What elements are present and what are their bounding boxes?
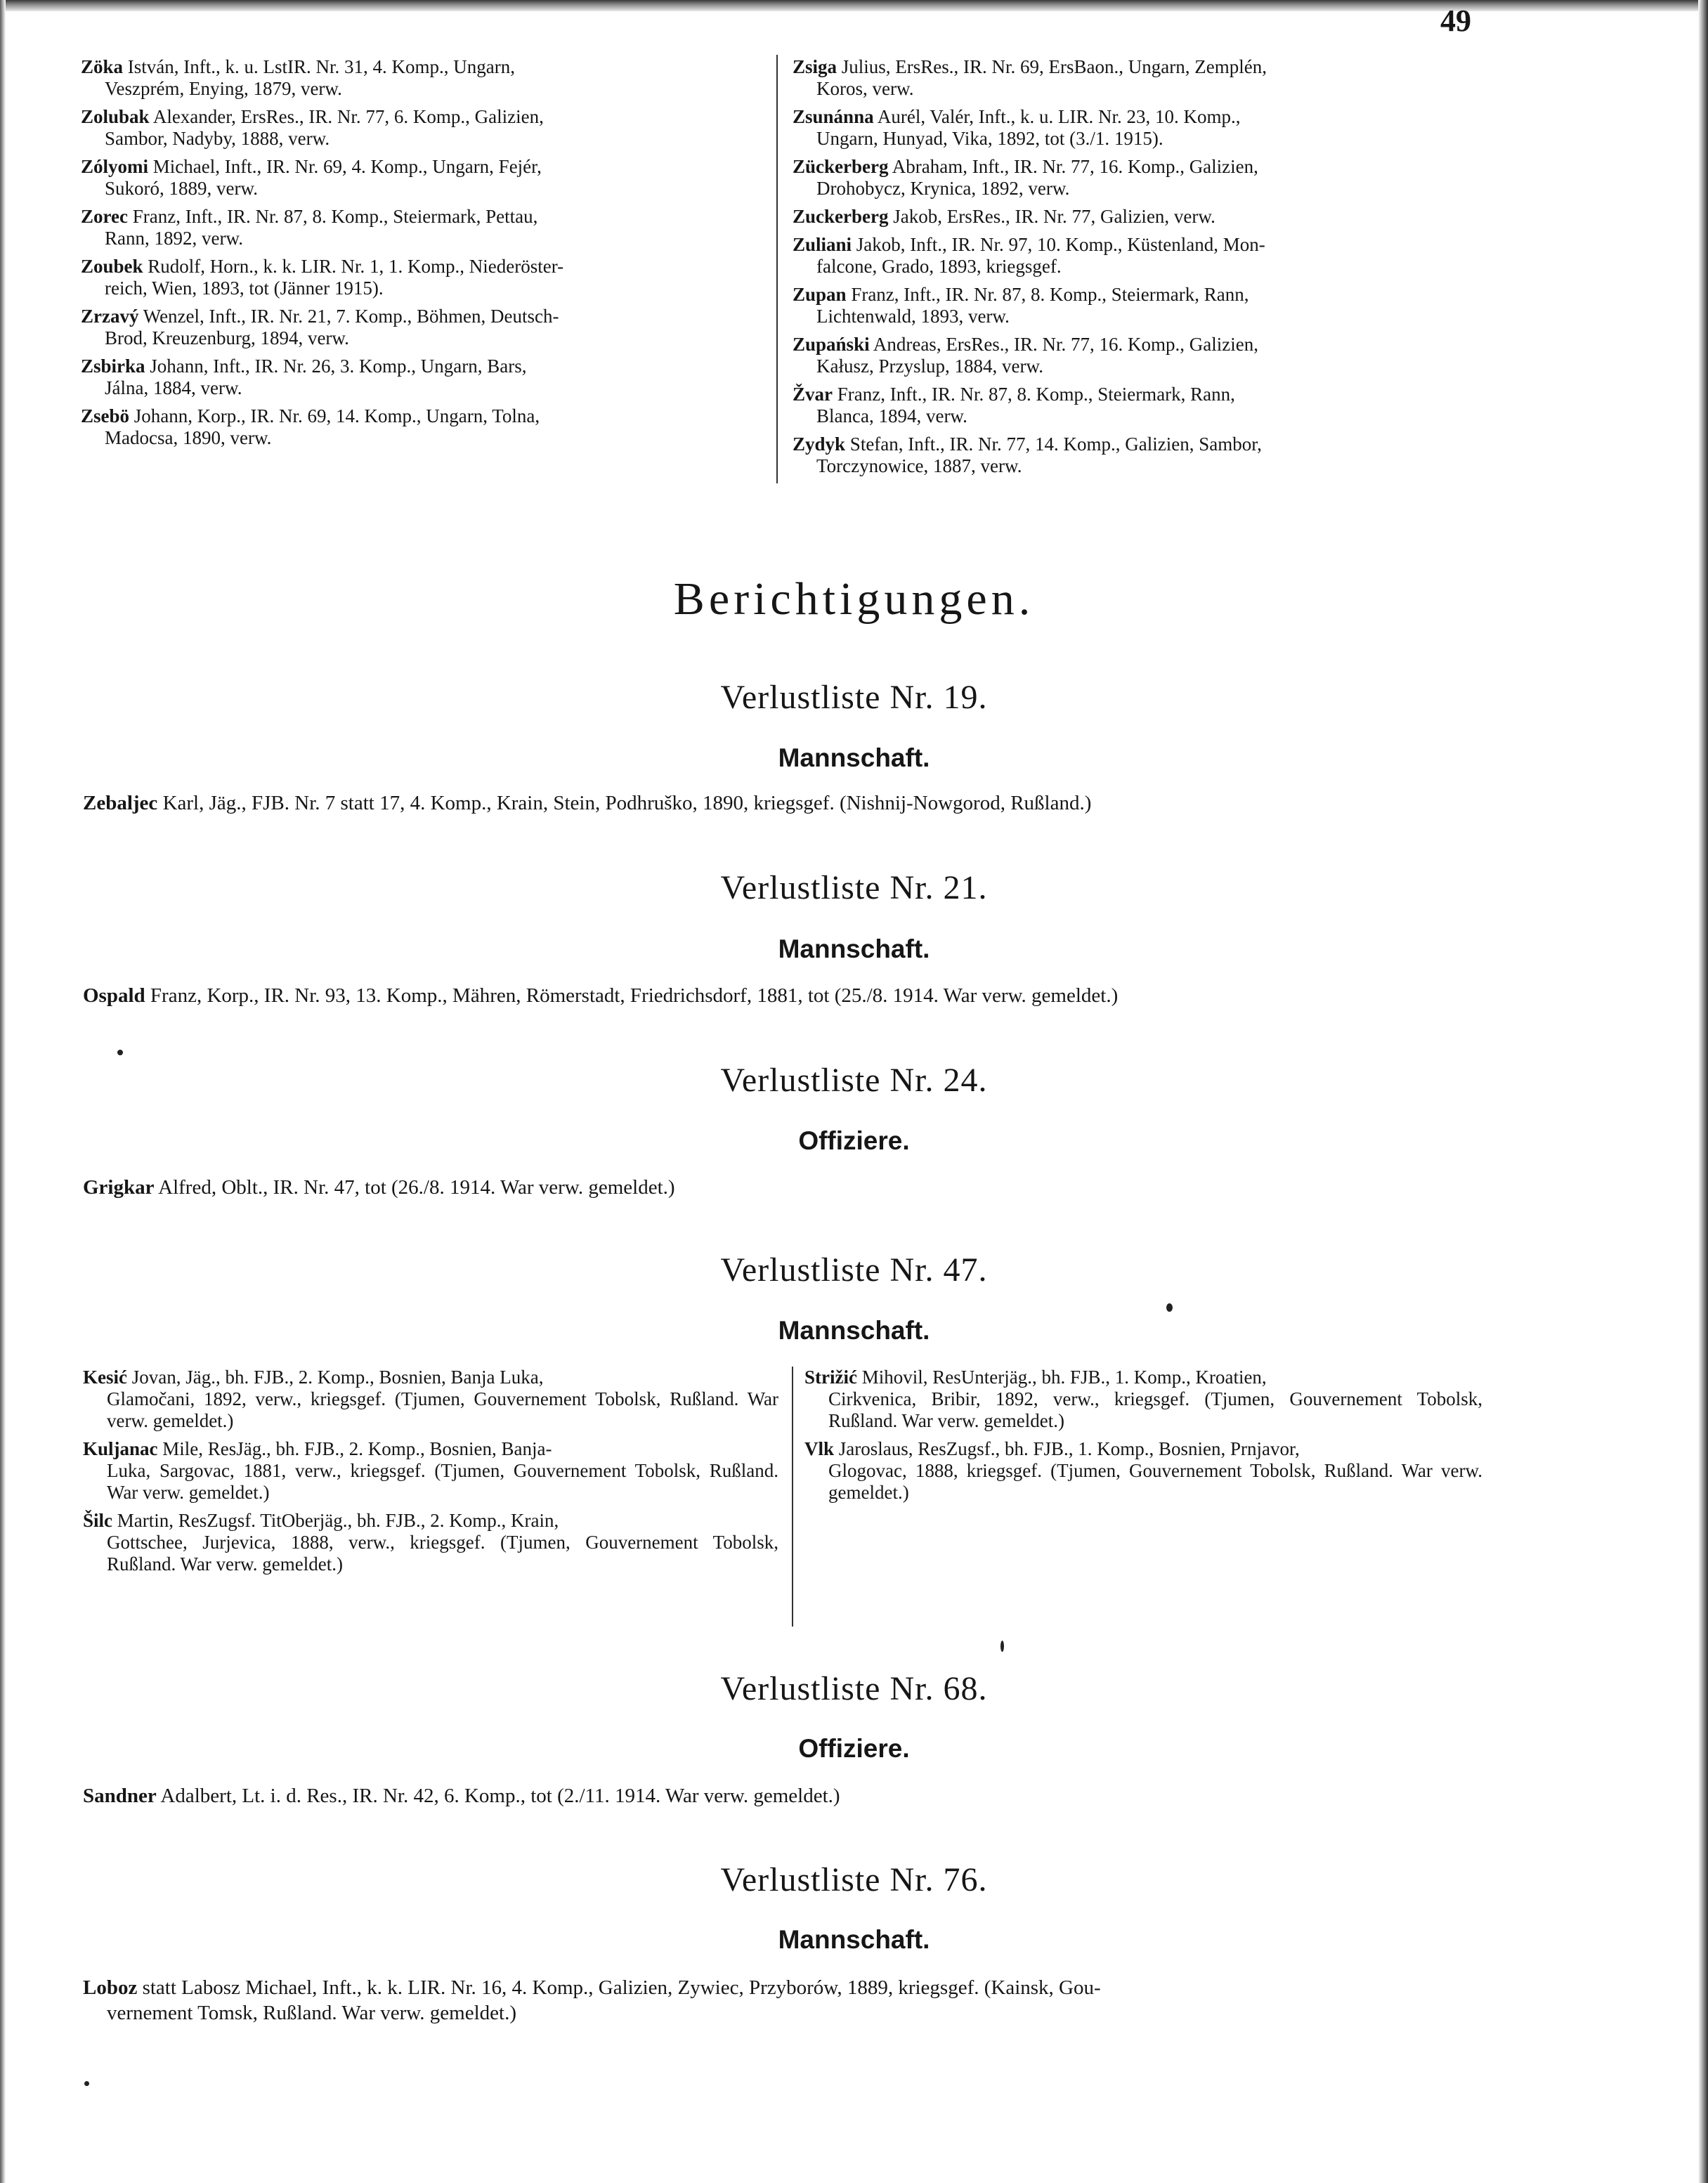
entry-vl68 bbox=[83, 1784, 840, 1808]
entry-continuation: Kałusz, Przyslup, 1884, verw. bbox=[816, 356, 1043, 377]
entry-name: Zydyk bbox=[793, 434, 846, 455]
entry-text: Johann, Korp., IR. Nr. 69, 14. Komp., Ungarn, Tolna, bbox=[129, 405, 540, 426]
entry-text: Jakob, Inft., IR. Nr. 97, 10. Komp., Küstenland, Mon- bbox=[852, 234, 1265, 255]
page-number: 49 bbox=[1440, 4, 1471, 38]
list-entry bbox=[81, 56, 755, 100]
list-entry bbox=[793, 106, 1481, 150]
list-entry bbox=[83, 1438, 778, 1504]
entry-name: Ospald bbox=[83, 984, 145, 1007]
section-heading-vl19: Verlustliste Nr. 19. bbox=[720, 679, 988, 716]
entry-continuation: Rann, 1892, verw. bbox=[105, 228, 243, 249]
entry-text: Andreas, ErsRes., IR. Nr. 77, 16. Komp., Galizien, bbox=[869, 334, 1259, 355]
section-heading-vl68: Verlustliste Nr. 68. bbox=[720, 1670, 988, 1707]
entry-continuation: Drohobycz, Krynica, 1892, verw. bbox=[816, 178, 1070, 199]
top-right-column bbox=[793, 56, 1481, 483]
entry-continuation: Blanca, 1894, verw. bbox=[816, 405, 967, 426]
section-heading-vl47: Verlustliste Nr. 47. bbox=[720, 1251, 988, 1289]
list-entry bbox=[81, 405, 755, 449]
list-entry bbox=[793, 234, 1481, 278]
entry-text: Martin, ResZugsf. TitOberjäg., bh. FJB., 2. Komp., Krain, bbox=[112, 1510, 559, 1531]
entry-text: Adalbert, Lt. i. d. Res., IR. Nr. 42, 6. Komp., tot (2./11. 1914. War verw. gemeldet.) bbox=[156, 1785, 840, 1807]
entry-continuation: Luka, Sargovac, 1881, verw., kriegsgef. (Tjumen, Gouvernement Tobolsk, Rußland. War verw. gemeldet.) bbox=[107, 1460, 778, 1503]
list-entry bbox=[793, 434, 1481, 477]
scan-speck bbox=[1000, 1641, 1004, 1652]
entry-text: Stefan, Inft., IR. Nr. 77, 14. Komp., Galizien, Sambor, bbox=[845, 434, 1262, 455]
entry-continuation: Madocsa, 1890, verw. bbox=[105, 427, 272, 448]
column-divider-vl47 bbox=[792, 1367, 793, 1627]
list-entry bbox=[793, 384, 1481, 427]
entry-name: Zrzavý bbox=[81, 306, 139, 327]
scan-speck bbox=[117, 1050, 123, 1055]
section-heading-vl24: Verlustliste Nr. 24. bbox=[720, 1062, 988, 1099]
list-entry bbox=[804, 1438, 1482, 1504]
entry-name: Zólyomi bbox=[81, 156, 149, 177]
section-subheading-vl68: Offiziere. bbox=[798, 1734, 910, 1763]
entry-name: Kuljanac bbox=[83, 1438, 158, 1459]
scan-speck bbox=[1166, 1303, 1173, 1312]
vl47-left-column bbox=[83, 1367, 778, 1582]
list-entry bbox=[793, 284, 1481, 327]
entry-name: Zorec bbox=[81, 206, 128, 227]
entry-name: Zebaljec bbox=[83, 792, 158, 814]
list-entry bbox=[81, 256, 755, 299]
entry-text: Jaroslaus, ResZugsf., bh. FJB., 1. Komp., Bosnien, Prnjavor, bbox=[834, 1438, 1300, 1459]
entry-text: Jakob, ErsRes., IR. Nr. 77, Galizien, verw. bbox=[888, 206, 1215, 227]
entry-name: Zsbirka bbox=[81, 356, 145, 377]
list-entry bbox=[793, 206, 1481, 228]
entry-vl19 bbox=[83, 791, 1091, 815]
entry-text: Wenzel, Inft., IR. Nr. 21, 7. Komp., Böhmen, Deutsch- bbox=[138, 306, 559, 327]
entry-name: Zupan bbox=[793, 284, 847, 305]
entry-text: Karl, Jäg., FJB. Nr. 7 statt 17, 4. Komp., Krain, Stein, Podhruško, 1890, kriegsgef. (Nishnij-Nowgorod, Rußland.) bbox=[157, 792, 1092, 814]
entry-name: Zuckerberg bbox=[793, 206, 889, 227]
entry-text: Julius, ErsRes., IR. Nr. 69, ErsBaon., Ungarn, Zemplén, bbox=[837, 56, 1267, 77]
list-entry bbox=[804, 1367, 1482, 1432]
entry-continuation: Sambor, Nadyby, 1888, verw. bbox=[105, 128, 330, 149]
section-subheading-vl76: Mannschaft. bbox=[778, 1925, 930, 1954]
entry-continuation: Sukoró, 1889, verw. bbox=[105, 178, 258, 199]
section-subheading-vl19: Mannschaft. bbox=[778, 743, 930, 772]
list-entry bbox=[83, 1510, 778, 1575]
entry-continuation: Gottschee, Jurjevica, 1888, verw., kriegsgef. (Tjumen, Gouvernement Tobolsk, Rußland. War verw. gemeldet.) bbox=[107, 1532, 778, 1575]
entry-name: Žvar bbox=[793, 384, 833, 405]
entry-text: István, Inft., k. u. LstIR. Nr. 31, 4. Komp., Ungarn, bbox=[123, 56, 515, 77]
entry-text: Rudolf, Horn., k. k. LIR. Nr. 1, 1. Komp., Niederöster- bbox=[143, 256, 564, 277]
top-left-column bbox=[81, 56, 755, 455]
entry-name: Loboz bbox=[83, 1976, 138, 1999]
entry-continuation: Ungarn, Hunyad, Vika, 1892, tot (3./1. 1915). bbox=[816, 128, 1163, 149]
section-subheading-vl21: Mannschaft. bbox=[778, 934, 930, 963]
entry-name: Zolubak bbox=[81, 106, 150, 127]
list-entry bbox=[793, 334, 1481, 377]
entry-text: Franz, Inft., IR. Nr. 87, 8. Komp., Steiermark, Pettau, bbox=[127, 206, 538, 227]
entry-text: Mile, ResJäg., bh. FJB., 2. Komp., Bosnien, Banja- bbox=[157, 1438, 552, 1459]
entry-text: Aurél, Valér, Inft., k. u. LIR. Nr. 23, 10. Komp., bbox=[873, 106, 1241, 127]
scan-speck bbox=[84, 2081, 89, 2086]
entry-name: Sandner bbox=[83, 1785, 157, 1807]
section-heading-vl76: Verlustliste Nr. 76. bbox=[720, 1861, 988, 1898]
list-entry bbox=[81, 306, 755, 349]
entry-text: Michael, Inft., IR. Nr. 69, 4. Komp., Ungarn, Fejér, bbox=[148, 156, 542, 177]
entry-text: Johann, Inft., IR. Nr. 26, 3. Komp., Ungarn, Bars, bbox=[145, 356, 527, 377]
entry-continuation: Glamočani, 1892, verw., kriegsgef. (Tjumen, Gouvernement Tobolsk, Rußland. War verw. gemeldet.) bbox=[107, 1388, 778, 1431]
vl47-right-column bbox=[804, 1367, 1482, 1510]
page-title: Berichtigungen. bbox=[673, 573, 1035, 625]
entry-text: Jovan, Jäg., bh. FJB., 2. Komp., Bosnien, Banja Luka, bbox=[126, 1367, 544, 1388]
entry-name: Zückerberg bbox=[793, 156, 889, 177]
list-entry bbox=[81, 206, 755, 249]
entry-continuation: Torczynowice, 1887, verw. bbox=[816, 455, 1022, 476]
entry-name: Vlk bbox=[804, 1438, 835, 1459]
entry-text: Abraham, Inft., IR. Nr. 77, 16. Komp., Galizien, bbox=[888, 156, 1258, 177]
section-subheading-vl47: Mannschaft. bbox=[778, 1316, 930, 1345]
entry-continuation: Brod, Kreuzenburg, 1894, verw. bbox=[105, 327, 349, 348]
entry-continuation: Glogovac, 1888, kriegsgef. (Tjumen, Gouvernement Tobolsk, Rußland. War verw. gemeldet.) bbox=[828, 1460, 1482, 1503]
entry-name: Zupański bbox=[793, 334, 870, 355]
entry-text: statt Labosz Michael, Inft., k. k. LIR. Nr. 16, 4. Komp., Galizien, Zywiec, Przyborów, 1889, kriegsgef. (Kainsk, Gou- bbox=[137, 1976, 1101, 1999]
entry-vl76 bbox=[83, 1976, 1101, 2000]
entry-text: Alexander, ErsRes., IR. Nr. 77, 6. Komp., Galizien, bbox=[149, 106, 544, 127]
entry-name: Zsebö bbox=[81, 405, 130, 426]
entry-continuation: Lichtenwald, 1893, verw. bbox=[816, 306, 1010, 327]
entry-continuation: Veszprém, Enying, 1879, verw. bbox=[105, 78, 342, 99]
entry-name: Zsunánna bbox=[793, 106, 874, 127]
entry-continuation: Koros, verw. bbox=[816, 78, 914, 99]
entry-text: Franz, Inft., IR. Nr. 87, 8. Komp., Steiermark, Rann, bbox=[833, 384, 1235, 405]
entry-vl21 bbox=[83, 984, 1118, 1008]
list-entry bbox=[793, 56, 1481, 100]
entry-text: Mihovil, ResUnterjäg., bh. FJB., 1. Komp., Kroatien, bbox=[856, 1367, 1267, 1388]
entry-text: Franz, Korp., IR. Nr. 93, 13. Komp., Mähren, Römerstadt, Friedrichsdorf, 1881, tot (25./8. 1914. War verw. gemeldet.) bbox=[145, 984, 1119, 1007]
entry-continuation: reich, Wien, 1893, tot (Jänner 1915). bbox=[105, 278, 384, 299]
entry-continuation: Jálna, 1884, verw. bbox=[105, 377, 242, 398]
section-subheading-vl24: Offiziere. bbox=[798, 1126, 910, 1155]
entry-name: Zsiga bbox=[793, 56, 837, 77]
entry-name: Strižić bbox=[804, 1367, 857, 1388]
entry-text: Franz, Inft., IR. Nr. 87, 8. Komp., Steiermark, Rann, bbox=[846, 284, 1249, 305]
list-entry bbox=[81, 356, 755, 399]
entry-name: Zoubek bbox=[81, 256, 143, 277]
entry-vl24 bbox=[83, 1175, 675, 1199]
entry-continuation: Cirkvenica, Bribir, 1892, verw., kriegsgef. (Tjumen, Gouvernement Tobolsk, Rußland. War verw. gemeldet.) bbox=[828, 1388, 1482, 1431]
entry-name: Zuliani bbox=[793, 234, 852, 255]
column-divider-top bbox=[776, 55, 778, 483]
list-entry bbox=[83, 1367, 778, 1432]
entry-continuation: falcone, Grado, 1893, kriegsgef. bbox=[816, 256, 1062, 277]
entry-name: Šilc bbox=[83, 1510, 113, 1531]
list-entry bbox=[81, 106, 755, 150]
section-heading-vl21: Verlustliste Nr. 21. bbox=[720, 869, 988, 906]
entry-name: Kesić bbox=[83, 1367, 127, 1388]
entry-name: Grigkar bbox=[83, 1176, 155, 1199]
entry-name: Zöka bbox=[81, 56, 124, 77]
entry-text: Alfred, Oblt., IR. Nr. 47, tot (26./8. 1914. War verw. gemeldet.) bbox=[154, 1176, 675, 1199]
list-entry bbox=[793, 156, 1481, 200]
list-entry bbox=[81, 156, 755, 200]
entry-vl76-continuation: vernement Tomsk, Rußland. War verw. gemeldet.) bbox=[107, 2002, 517, 2024]
